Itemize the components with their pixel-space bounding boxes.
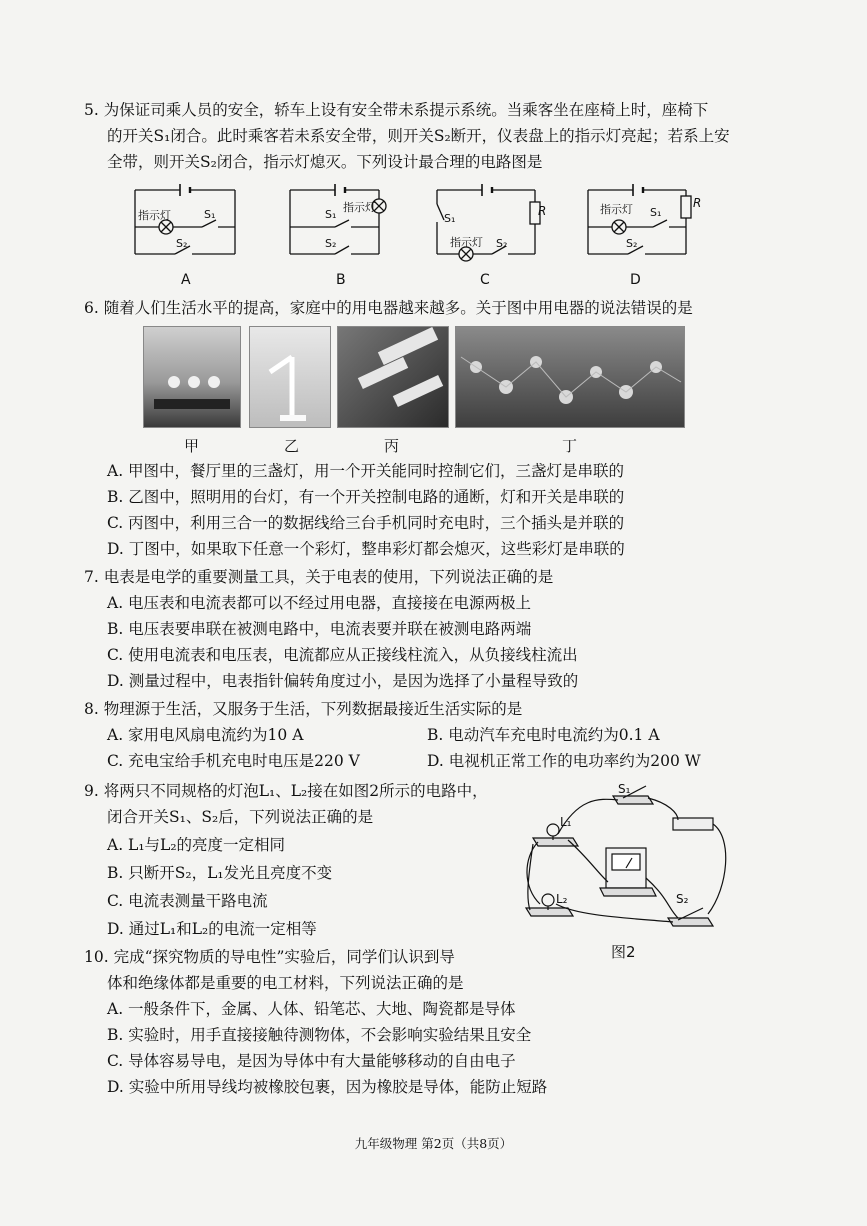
q8-option-c: C. 充电宝给手机充电时电压是220 V (107, 752, 360, 770)
q10-option-d: D. 实验中所用导线均被橡胶包裹，因为橡胶是导体，能防止短路 (107, 1078, 548, 1096)
circuit-c-s1-label: S₁ (444, 212, 456, 225)
circuit-d (583, 182, 693, 262)
q6-option-c: C. 丙图中，利用三合一的数据线给三台手机同时充电时，三个插头是并联的 (107, 514, 625, 532)
q5-stem-line3: 全带，则开关S₂闭合，指示灯熄灭。下列设计最合理的电路图是 (107, 153, 543, 171)
circuit-d-lamp-label: 指示灯 (600, 203, 633, 216)
q7-option-d: D. 测量过程中，电表指针偏转角度过小，是因为选择了小量程导致的 (107, 672, 579, 690)
page-footer: 九年级物理 第2页（共8页） (354, 1136, 513, 1151)
circuit-a-lamp-label: 指示灯 (138, 209, 171, 222)
q9-stem-line1: 9. 将两只不同规格的灯泡L₁、L₂接在如图2所示的电路中， (84, 782, 488, 800)
circuit-d-r-label: R (693, 196, 702, 210)
circuit-b-s2-label: S₂ (325, 237, 337, 250)
circuit-b-s1-label: S₁ (325, 208, 337, 221)
figure-2-s1-label: S₁ (618, 782, 631, 796)
q8-option-b: B. 电动汽车充电时电流约为0.1 A (427, 726, 660, 744)
q6-option-a: A. 甲图中，餐厅里的三盏灯，用一个开关能同时控制它们，三盏灯是串联的 (107, 462, 625, 480)
q5-stem-line2: 的开关S₁闭合。此时乘客若未系安全带，则开关S₂断开，仪表盘上的指示灯亮起；若系上安 (107, 127, 730, 145)
q7-option-b: B. 电压表要串联在被测电路中，电流表要并联在被测电路两端 (107, 620, 532, 638)
circuit-d-s1-label: S₁ (650, 206, 662, 219)
circuit-a-letter: A (181, 272, 191, 288)
q6-option-b: B. 乙图中，照明用的台灯，有一个开关控制电路的通断，灯和开关是串联的 (107, 488, 625, 506)
circuit-d-s2-label: S₂ (626, 237, 638, 250)
photo-bing-charging-cable (337, 326, 449, 428)
q9-option-c: C. 电流表测量干路电流 (107, 892, 268, 910)
circuit-d-letter: D (630, 272, 641, 288)
q9-option-d: D. 通过L₁和L₂的电流一定相等 (107, 920, 317, 938)
figure-2-circuit (518, 778, 748, 928)
photo-ding-string-lights (455, 326, 685, 428)
circuit-a-s1-label: S₁ (204, 208, 216, 221)
photo-jia-dining-lamps (143, 326, 241, 428)
circuit-c-letter: C (480, 272, 490, 288)
q9-stem-line2: 闭合开关S₁、S₂后，下列说法正确的是 (107, 808, 374, 826)
figure-2-l1-label: L₁ (560, 815, 572, 829)
q7-option-c: C. 使用电流表和电压表，电流都应从正接线柱流入，从负接线柱流出 (107, 646, 578, 664)
circuit-c-s2-label: S₂ (496, 237, 508, 250)
circuit-b (285, 182, 395, 262)
circuit-b-letter: B (336, 272, 346, 288)
photo-label-yi: 乙 (284, 437, 300, 455)
figure-2-s2-label: S₂ (676, 892, 689, 906)
q9-option-b: B. 只断开S₂，L₁发光且亮度不变 (107, 864, 333, 882)
figure-2-l2-label: L₂ (556, 892, 568, 906)
q10-option-b: B. 实验时，用手直接接触待测物体，不会影响实验结果且安全 (107, 1026, 532, 1044)
photo-label-jia: 甲 (184, 437, 200, 455)
circuit-a-s2-label: S₂ (176, 237, 188, 250)
q10-option-c: C. 导体容易导电，是因为导体中有大量能够移动的自由电子 (107, 1052, 516, 1070)
q10-stem-line2: 体和绝缘体都是重要的电工材料，下列说法正确的是 (107, 974, 464, 992)
q8-option-d: D. 电视机正常工作的电功率约为200 W (427, 752, 701, 770)
q10-stem-line1: 10. 完成“探究物质的导电性”实验后，同学们认识到导 (84, 948, 455, 966)
q7-option-a: A. 电压表和电流表都可以不经过用电器，直接接在电源两极上 (107, 594, 532, 612)
q8-stem: 8. 物理源于生活，又服务于生活，下列数据最接近生活实际的是 (84, 700, 523, 718)
photo-label-bing: 丙 (384, 437, 400, 455)
q7-stem: 7. 电表是电学的重要测量工具，关于电表的使用，下列说法正确的是 (84, 568, 554, 586)
figure-2-caption: 图2 (611, 943, 636, 961)
q8-option-a: A. 家用电风扇电流约为10 A (107, 726, 304, 744)
q10-option-a: A. 一般条件下，金属、人体、铅笔芯、大地、陶瓷都是导体 (107, 1000, 516, 1018)
q6-option-d: D. 丁图中，如果取下任意一个彩灯，整串彩灯都会熄灭，这些彩灯是串联的 (107, 540, 625, 558)
circuit-b-lamp-label: 指示灯 (343, 201, 376, 214)
photo-yi-desk-lamp (249, 326, 331, 428)
circuit-c-lamp-label: 指示灯 (450, 236, 483, 249)
circuit-c-r-label: R (538, 204, 547, 218)
photo-label-ding: 丁 (562, 437, 578, 455)
q6-stem: 6. 随着人们生活水平的提高，家庭中的用电器越来越多。关于图中用电器的说法错误的是 (84, 299, 693, 317)
q5-stem-line1: 5. 为保证司乘人员的安全，轿车上设有安全带未系提示系统。当乘客坐在座椅上时，座椅下 (84, 101, 709, 119)
q9-option-a: A. L₁与L₂的亮度一定相同 (107, 836, 286, 854)
